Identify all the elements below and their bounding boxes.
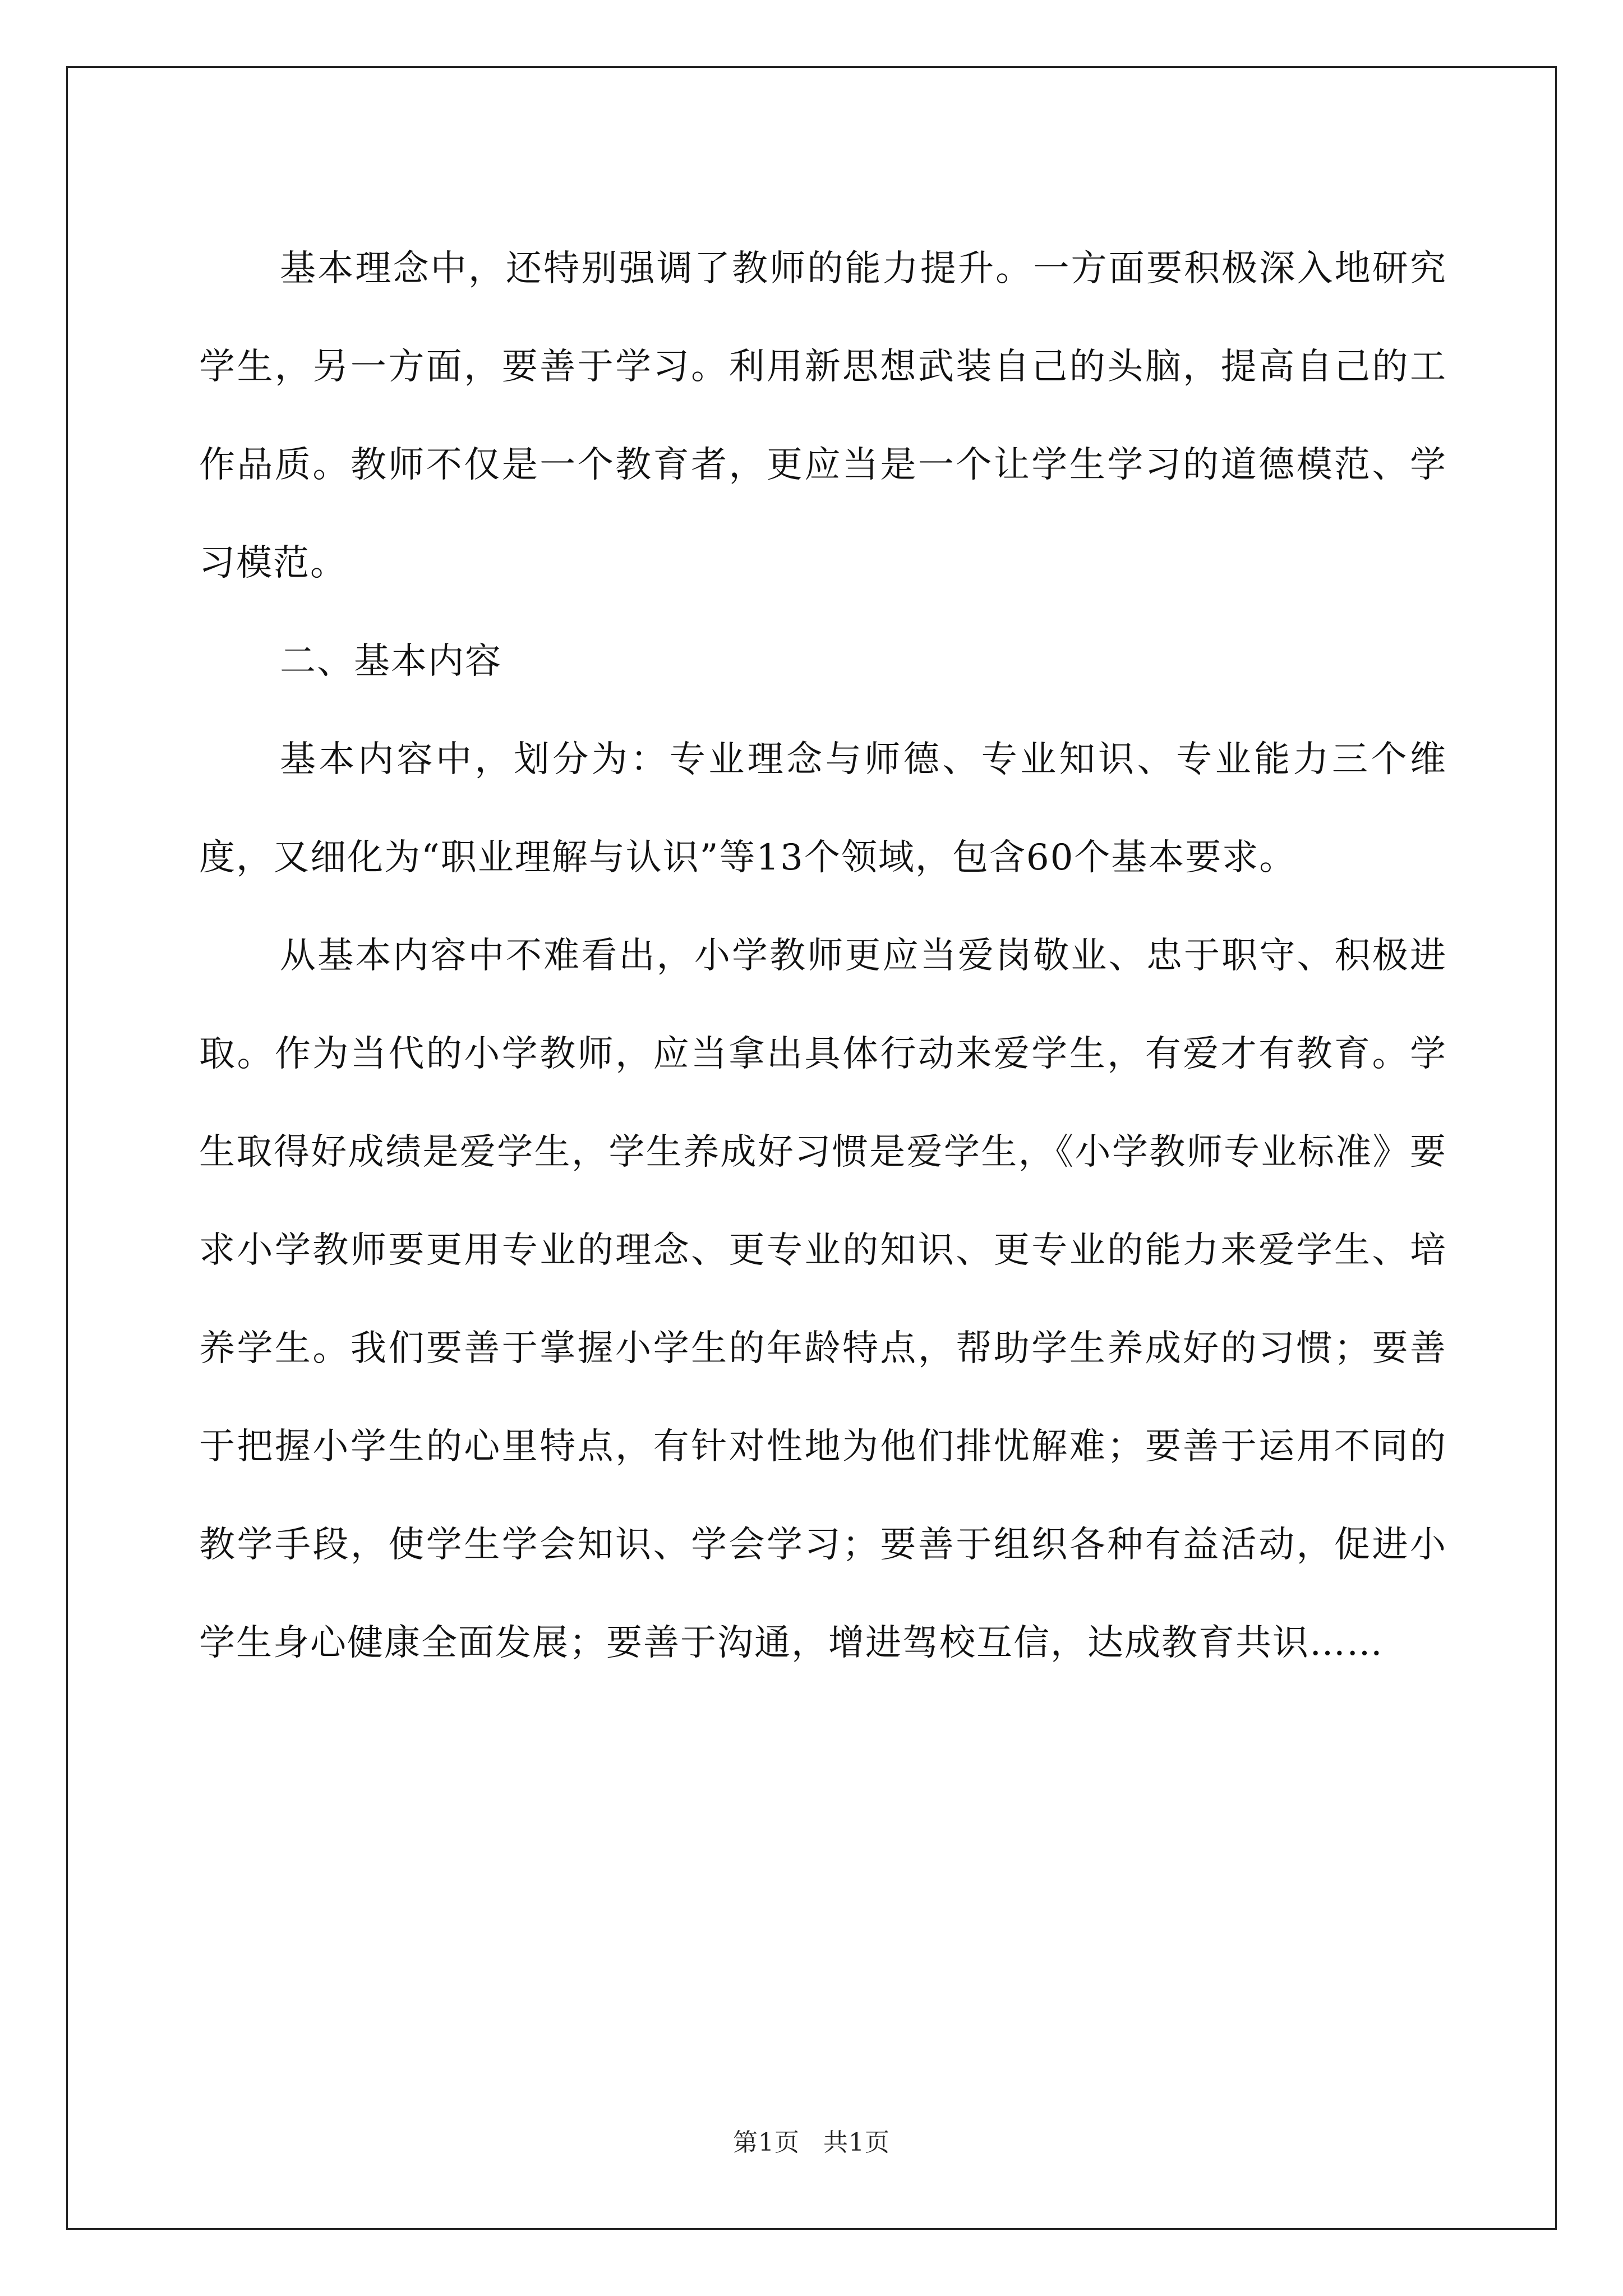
paragraph-basic-concept: 基本理念中，还特别强调了教师的能力提升。一方面要积极深入地研究学生，另一方面，要善于学习。利用新思想武装自己的头脑，提高自己的工作品质。教师不仅是一个教育者，更应当是一个让学生学习的道德模范、学习模范。 [199, 248, 1447, 584]
paragraph-content-division: 基本内容中，划分为：专业理念与师德、专业知识、专业能力三个维度，又细化为“职业理解与认识”等13个领域，包含60个基本要求。 [199, 739, 1447, 878]
section-heading-basic-content: 二、基本内容 [280, 641, 502, 682]
page-total: 共1页 [823, 2128, 890, 2157]
paragraph-teacher-requirements: 从基本内容中不难看出，小学教师更应当爱岗敬业、忠于职守、积极进取。作为当代的小学教师，应当拿出具体行动来爱学生，有爱才有教育。学生取得好成绩是爱学生，学生养成好习惯是爱学生，《小学教师专业标准》要求小学教师要更用专业的理念、更专业的知识、更专业的能力来爱学生、培养学生。我们要善于掌握小学生的年龄特点，帮助学生养成好的习惯；要善于把握小学生的心里特点，有针对性地为他们排忧解难；要善于运用不同的教学手段，使学生学会知识、学会学习；要善于组织各种有益活动，促进小学生身心健康全面发展；要善于沟通，增进驾校互信，达成教育共识…… [199, 935, 1447, 1664]
page-footer [0, 2126, 1623, 2160]
page-number: 第1页 [733, 2128, 800, 2157]
document-body [199, 220, 1447, 1692]
